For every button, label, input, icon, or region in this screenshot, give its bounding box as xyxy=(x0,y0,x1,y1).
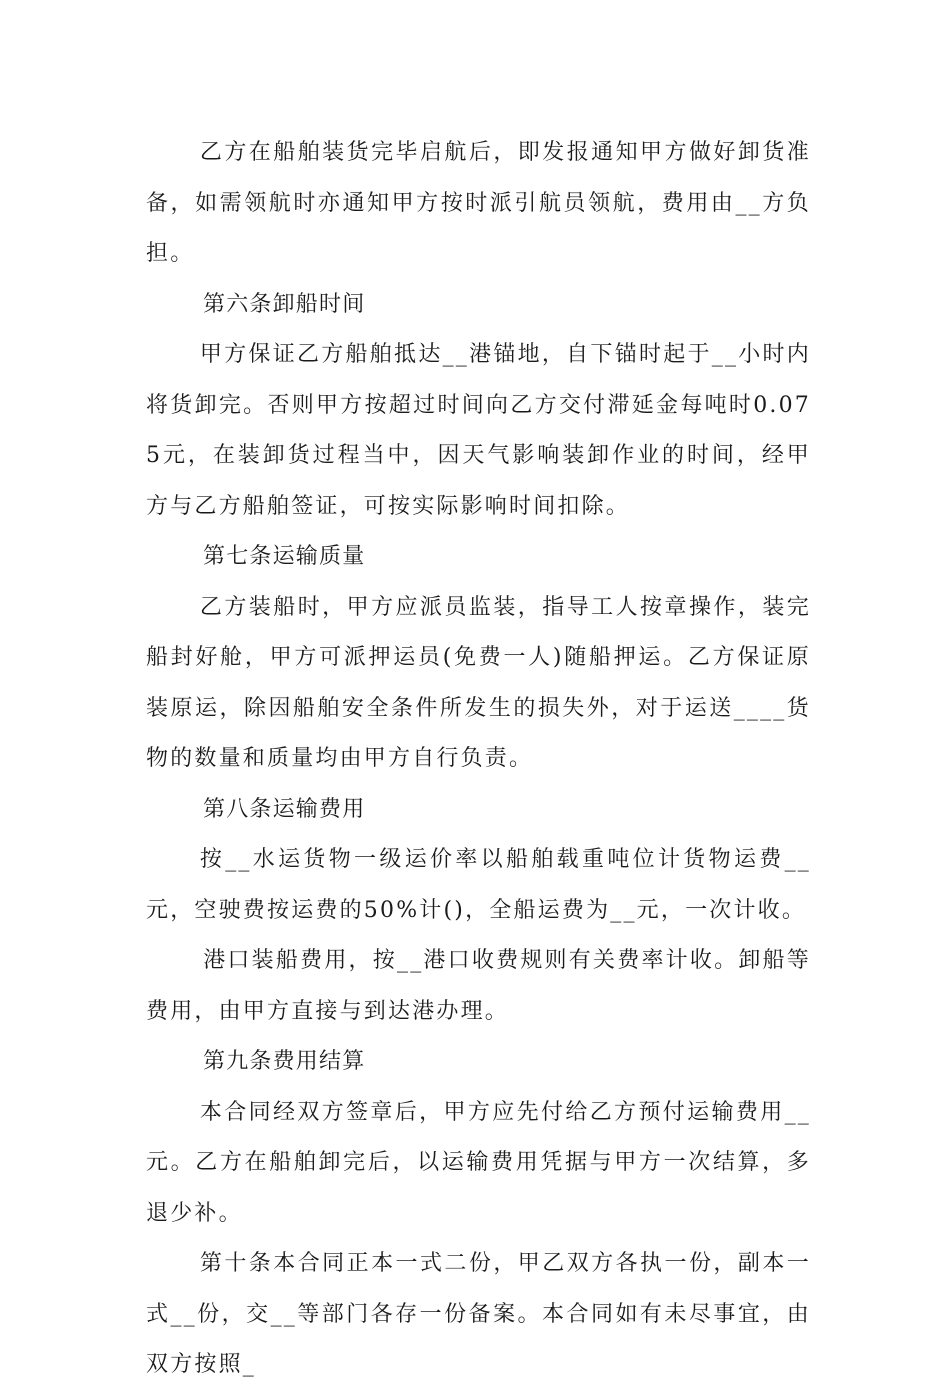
article-9-heading: 第九条费用结算 xyxy=(203,1049,366,1074)
paragraph-departure-notice: 乙方在船舶装货完毕启航后，即发报通知甲方做好卸货准备，如需领航时亦通知甲方按时派引航员领航，费用由__方负担。 xyxy=(146,140,811,266)
paragraph-article-10: 第十条本合同正本一式二份，甲乙双方各执一份，副本一式__份，交__等部门各存一份备案。本合同如有未尽事宜，由双方按照_ xyxy=(146,1251,811,1377)
paragraph-unloading-time: 甲方保证乙方船舶抵达__港锚地，自下锚时起于__小时内将货卸完。否则甲方按超过时间向乙方交付滞延金每吨时0.075元，在装卸货过程当中，因天气影响装卸作业的时间，经甲方与乙方船舶签证，可按实际影响时间扣除。 xyxy=(146,342,811,519)
article-6-heading: 第六条卸船时间 xyxy=(203,291,366,317)
paragraph-port-loading-fees: 港口装船费用，按__港口收费规则有关费率计收。卸船等费用，由甲方直接与到达港办理。 xyxy=(146,948,811,1024)
article-8-heading: 第八条运输费用 xyxy=(203,796,366,822)
paragraph-freight-charges: 按__水运货物一级运价率以船舶载重吨位计货物运费__元，空驶费按运费的50%计()，全船运费为__元，一次计收。 xyxy=(146,847,811,923)
document-body xyxy=(146,128,811,1391)
article-7-heading: 第七条运输质量 xyxy=(203,544,366,569)
paragraph-transport-quality: 乙方装船时，甲方应派员监装，指导工人按章操作，装完船封好舱，甲方可派押运员(免费一人)随船押运。乙方保证原装原运，除因船舶安全条件所发生的损失外，对于运送____货物的数量和质量均由甲方自行负责。 xyxy=(146,594,811,771)
paragraph-settlement: 本合同经双方签章后，甲方应先付给乙方预付运输费用__元。乙方在船舶卸完后，以运输费用凭据与甲方一次结算，多退少补。 xyxy=(146,1099,811,1226)
